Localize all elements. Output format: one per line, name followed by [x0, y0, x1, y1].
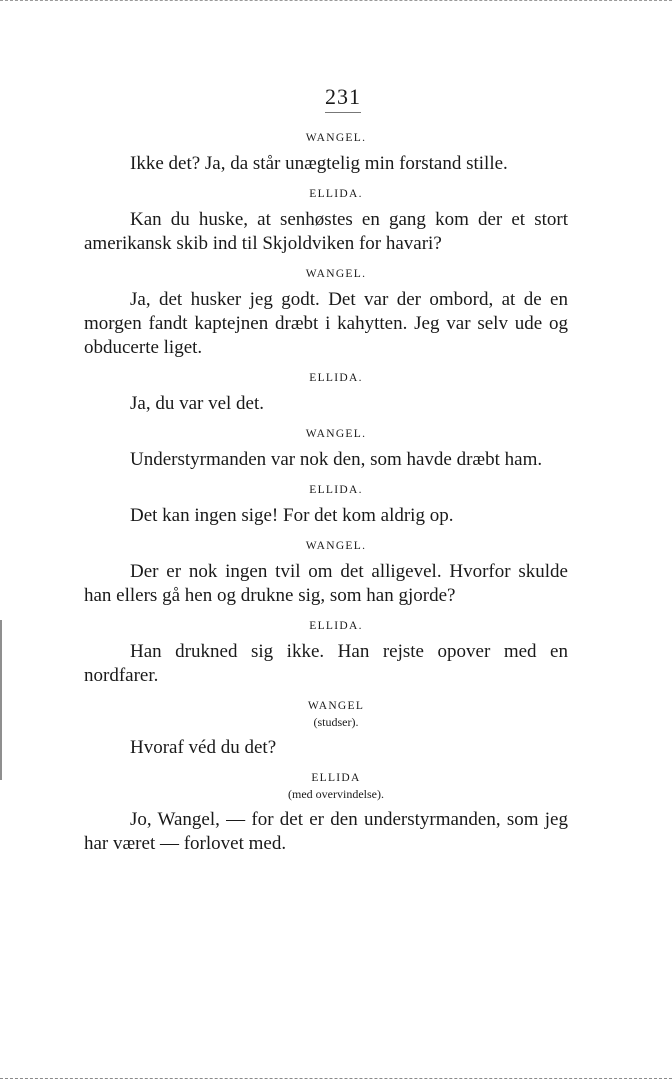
dialogue-body	[84, 130, 568, 866]
speaker-name: ELLIDA.	[309, 372, 363, 384]
page-top-edge	[0, 0, 672, 3]
speaker-name: ELLIDA.	[309, 620, 363, 632]
speech-text: Ikke det? Ja, da står unægtelig min forstand stille.	[130, 153, 508, 174]
speech-text: Ja, det husker jeg godt. Det var der ombord, at de en morgen fandt kaptejnen dræbt i kahytten. Jeg var selv ude og obducerte liget.	[84, 289, 568, 358]
dialogue-block	[84, 266, 568, 360]
speaker-name: ELLIDA	[311, 772, 361, 784]
dialogue-block	[84, 482, 568, 528]
dialogue-block	[84, 186, 568, 256]
speaker-name: ELLIDA.	[309, 484, 363, 496]
dialogue-block	[84, 538, 568, 608]
speaker-name: WANGEL.	[305, 428, 367, 440]
stage-direction: (studser).	[313, 715, 359, 729]
speaker-name: WANGEL.	[305, 268, 367, 280]
speaker-name: ELLIDA.	[309, 188, 363, 200]
speech-text: Kan du huske, at senhøstes en gang kom der et stort amerikansk skib ind til Skjoldviken for havari?	[84, 209, 568, 254]
binding-edge-mark	[0, 620, 2, 780]
page-number	[0, 84, 672, 113]
dialogue-block	[84, 370, 568, 416]
page-bottom-edge	[0, 1078, 672, 1081]
speech-text: Han drukned sig ikke. Han rejste opover med en nordfarer.	[84, 641, 568, 686]
speech-text: Jo, Wangel, — for det er den understyrmanden, som jeg har været — forlovet med.	[84, 809, 568, 854]
stage-direction: (med overvindelse).	[288, 787, 384, 801]
speech-text: Ja, du var vel det.	[130, 393, 265, 414]
dialogue-block	[84, 698, 568, 760]
speech-text: Hvoraf véd du det?	[130, 737, 277, 758]
dialogue-block	[84, 426, 568, 472]
speech-text: Der er nok ingen tvil om det alligevel. Hvorfor skulde han ellers gå hen og drukne sig, som han gjorde?	[84, 561, 568, 606]
dialogue-block	[84, 618, 568, 688]
speech-text: Det kan ingen sige! For det kom aldrig op.	[130, 505, 454, 526]
dialogue-block	[84, 770, 568, 856]
speech-text: Understyrmanden var nok den, som havde dræbt ham.	[130, 449, 543, 470]
speaker-name: WANGEL.	[305, 540, 367, 552]
page-number-text: 231	[325, 84, 361, 113]
speaker-name: WANGEL.	[305, 132, 367, 144]
speaker-name: WANGEL	[307, 700, 365, 712]
dialogue-block	[84, 130, 568, 176]
